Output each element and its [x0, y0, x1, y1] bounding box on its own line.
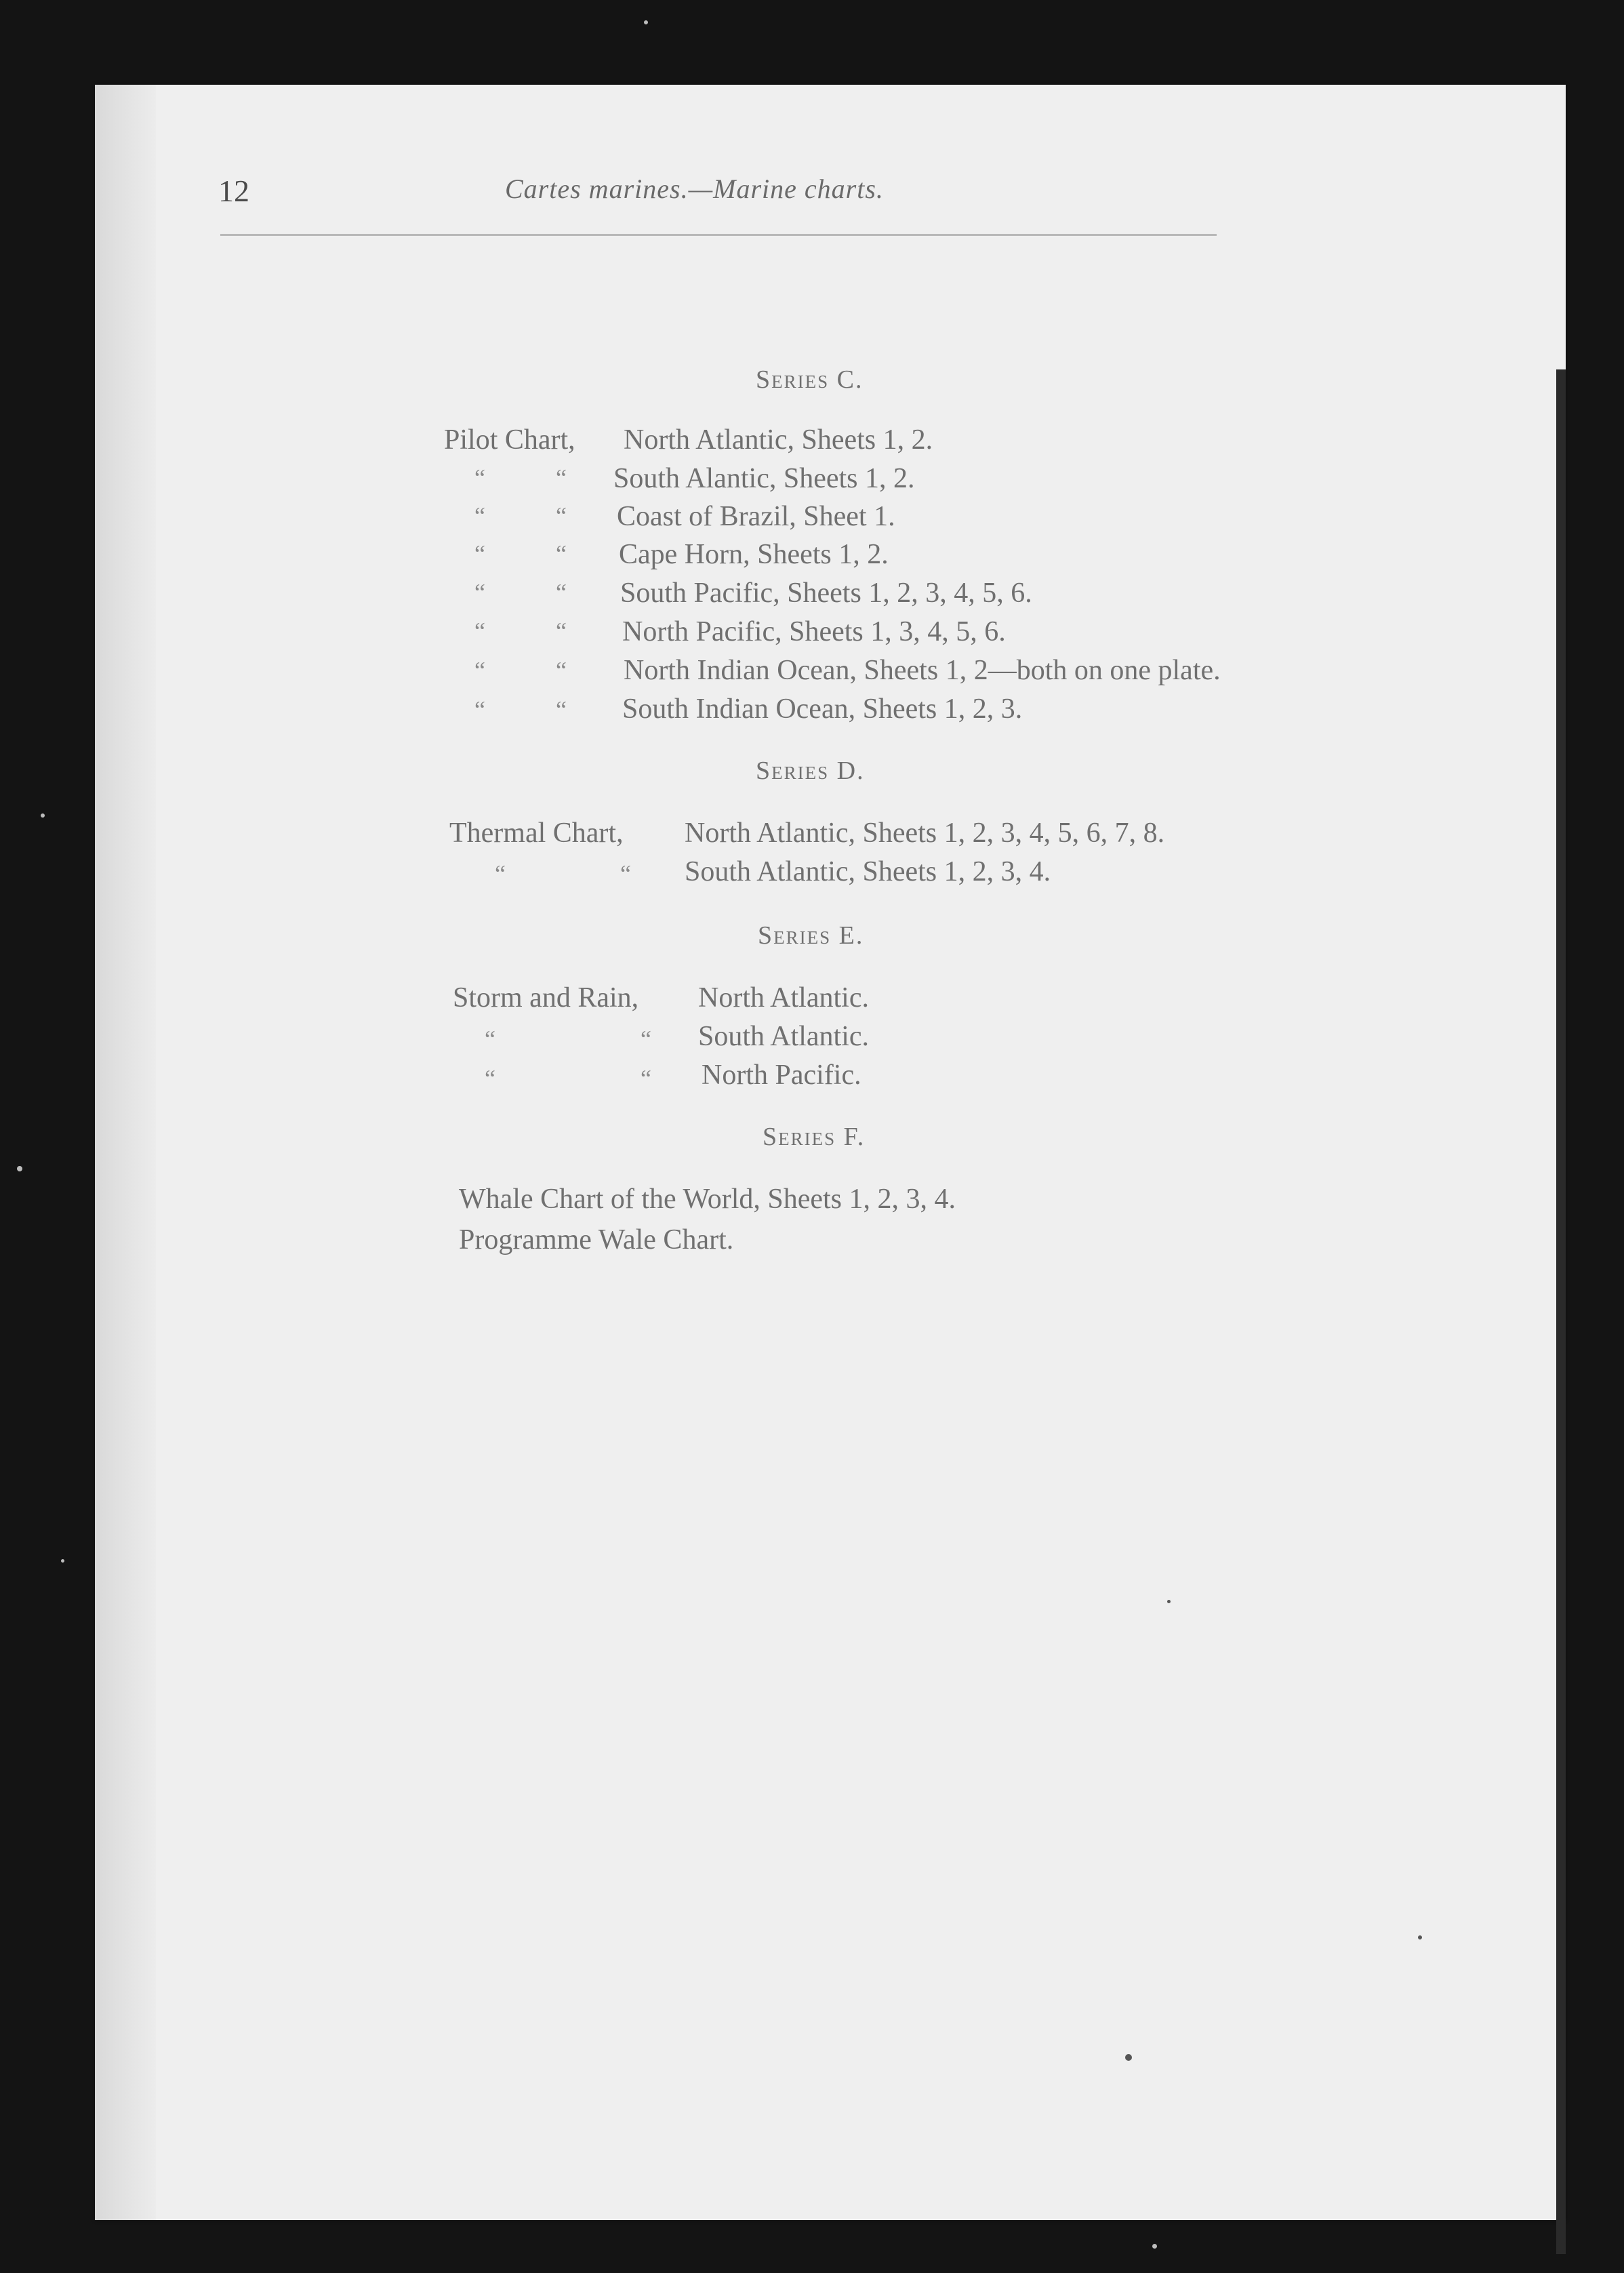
- series-c-line: South Pacific, Sheets 1, 2, 3, 4, 5, 6.: [620, 578, 1032, 609]
- scan-speck: [61, 1559, 64, 1563]
- series-d-heading: Series D.: [756, 757, 865, 785]
- series-c-line: North Atlantic, Sheets 1, 2.: [624, 424, 933, 456]
- series-c-line: Cape Horn, Sheets 1, 2.: [619, 539, 889, 570]
- series-c-line: South Indian Ocean, Sheets 1, 2, 3.: [622, 693, 1023, 725]
- series-f-heading: Series F.: [763, 1123, 866, 1151]
- ditto-mark: “: [474, 502, 485, 529]
- series-c-heading: Series C.: [756, 365, 864, 394]
- series-c-lead: Pilot Chart,: [444, 424, 575, 456]
- ditto-mark: “: [556, 657, 567, 684]
- ditto-mark: “: [556, 618, 567, 645]
- ditto-mark: “: [474, 657, 485, 684]
- series-e-lead: Storm and Rain,: [453, 982, 639, 1013]
- scan-speck: [17, 1166, 22, 1171]
- ditto-mark: “: [474, 540, 485, 567]
- series-d-line: South Atlantic, Sheets 1, 2, 3, 4.: [685, 856, 1051, 887]
- ditto-mark: “: [556, 696, 567, 723]
- ditto-mark: “: [474, 618, 485, 645]
- series-c-line: North Indian Ocean, Sheets 1, 2—both on one plate.: [624, 655, 1221, 686]
- scan-speck: [1167, 1600, 1171, 1603]
- ditto-mark: “: [556, 579, 567, 606]
- page-gutter-shadow: [95, 85, 156, 2220]
- series-c-line: Coast of Brazil, Sheet 1.: [617, 501, 895, 532]
- ditto-mark: “: [474, 579, 485, 606]
- series-c-line: South Alantic, Sheets 1, 2.: [613, 463, 915, 494]
- ditto-mark: “: [556, 540, 567, 567]
- ditto-mark: “: [641, 1065, 651, 1092]
- series-e-line: South Atlantic.: [698, 1021, 869, 1052]
- series-e-heading: Series E.: [758, 921, 864, 950]
- ditto-mark: “: [495, 860, 506, 887]
- page-edge-shadow: [1556, 369, 1566, 2254]
- ditto-mark: “: [485, 1065, 495, 1092]
- page-number: 12: [218, 174, 249, 208]
- scan-speck: [1418, 1935, 1422, 1939]
- series-d-lead: Thermal Chart,: [449, 818, 624, 849]
- ditto-mark: “: [485, 1026, 495, 1053]
- ditto-mark: “: [556, 502, 567, 529]
- ditto-mark: “: [474, 464, 485, 491]
- scan-speck: [41, 813, 45, 818]
- book-page: [95, 85, 1566, 2220]
- scan-speck: [1152, 2244, 1157, 2249]
- series-d-line: North Atlantic, Sheets 1, 2, 3, 4, 5, 6, 7, 8.: [685, 818, 1165, 849]
- series-c-line: North Pacific, Sheets 1, 3, 4, 5, 6.: [622, 616, 1006, 647]
- series-f-line: Programme Wale Chart.: [459, 1224, 734, 1255]
- header-rule: [220, 234, 1217, 236]
- ditto-mark: “: [620, 860, 631, 887]
- series-e-line: North Atlantic.: [698, 982, 869, 1013]
- series-e-line: North Pacific.: [702, 1060, 861, 1091]
- ditto-mark: “: [641, 1026, 651, 1053]
- scan-speck: [644, 20, 648, 24]
- running-head: Cartes marines.—Marine charts.: [505, 174, 884, 204]
- ditto-mark: “: [556, 464, 567, 491]
- ditto-mark: “: [474, 696, 485, 723]
- series-f-line: Whale Chart of the World, Sheets 1, 2, 3, 4.: [459, 1184, 956, 1215]
- scan-speck: [1125, 2054, 1132, 2061]
